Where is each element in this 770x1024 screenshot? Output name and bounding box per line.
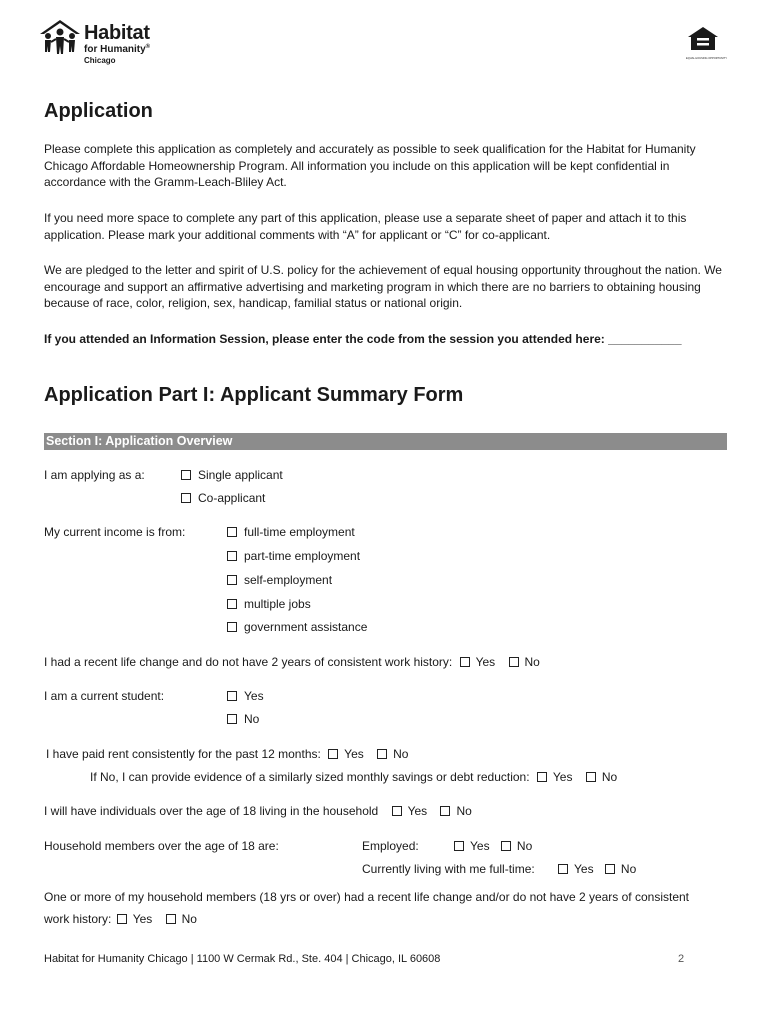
student-label: I am a current student:	[44, 689, 165, 703]
household-label: Household members over the age of 18 are:	[44, 839, 279, 853]
co-applicant-checkbox[interactable]: Co-applicant	[181, 491, 265, 505]
rent-evidence-yes-checkbox[interactable]	[537, 772, 547, 782]
footer-address: Habitat for Humanity Chicago | 1100 W Cermak Rd., Ste. 404 | Chicago, IL 60608	[44, 953, 441, 965]
rent-evidence-label: If No, I can provide evidence of a similarly sized monthly savings or debt reduction:	[90, 770, 530, 784]
members-change-no-checkbox[interactable]	[166, 914, 176, 924]
living-options: Yes No	[554, 862, 636, 876]
student-no-checkbox[interactable]: No	[227, 712, 259, 726]
employed-no-checkbox[interactable]	[501, 841, 511, 851]
self-employment-checkbox[interactable]: self-employment	[227, 573, 332, 587]
over-18-row: I will have individuals over the age of 18 living in the household Yes No	[44, 804, 472, 818]
multiple-jobs-checkbox[interactable]: multiple jobs	[227, 597, 311, 611]
government-assistance-checkbox[interactable]: government assistance	[227, 620, 367, 634]
part-time-employment-checkbox[interactable]: part-time employment	[227, 549, 360, 563]
rent-row: I have paid rent consistently for the past 12 months: Yes No	[46, 747, 409, 761]
members-change-row: work history: Yes No	[44, 912, 197, 926]
members-change-yes-checkbox[interactable]	[117, 914, 127, 924]
life-change-row: I had a recent life change and do not have 2 years of consistent work history: Yes No	[44, 655, 540, 669]
employed-options: Yes No	[450, 839, 532, 853]
intro-paragraph-3: We are pledged to the letter and spirit of U.S. policy for the achievement of equal housing opportunity throughout the nation. We encourage and support an affirmative advertising and marketing program in which there are no barriers to obtaining housing because of race, color, religion, sex, handicap, familial status or national origin.	[44, 263, 722, 310]
members-change-label-line1: One or more of my household members (18 yrs or over) had a recent life change and/or do not have 2 years of consistent	[44, 890, 690, 904]
over-18-no-checkbox[interactable]	[440, 806, 450, 816]
page-number: 2	[678, 953, 685, 965]
over-18-yes-checkbox[interactable]	[392, 806, 402, 816]
habitat-house-people-icon	[38, 18, 82, 58]
income-from-label: My current income is from:	[44, 525, 186, 539]
logo-main-text: Habitat	[84, 22, 150, 44]
session-code-prompt[interactable]: If you attended an Information Session, please enter the code from the session you attended here: ___________	[44, 332, 682, 346]
employed-yes-checkbox[interactable]	[454, 841, 464, 851]
full-time-employment-checkbox[interactable]: full-time employment	[227, 525, 355, 539]
logo-sub-text: for Humanity®	[84, 44, 151, 55]
habitat-logo	[38, 18, 158, 68]
applying-as-label: I am applying as a:	[44, 468, 145, 482]
life-change-label: I had a recent life change and do not have 2 years of consistent work history:	[44, 655, 453, 669]
life-change-yes-checkbox[interactable]	[460, 657, 470, 667]
employed-label: Employed:	[362, 839, 419, 853]
rent-label: I have paid rent consistently for the past 12 months:	[46, 747, 321, 761]
rent-evidence-row: If No, I can provide evidence of a similarly sized monthly savings or debt reduction: Yes No	[90, 770, 618, 784]
intro-paragraph-1: Please complete this application as completely and accurately as possible to seek qualification for the Habitat for Humanity Chicago Affordable Homeownership Program. All information you include on this application will be kept confidential in accordance with the Gramm-Leach-Bliley Act.	[44, 142, 696, 189]
section-1-header: Section I: Application Overview	[44, 433, 727, 450]
rent-evidence-no-checkbox[interactable]	[586, 772, 596, 782]
student-yes-checkbox[interactable]: Yes	[227, 689, 264, 703]
living-label: Currently living with me full-time:	[362, 862, 535, 876]
part-1-title: Application Part I: Applicant Summary Form	[44, 384, 464, 406]
equal-housing-caption: EQUAL HOUSING OPPORTUNITY	[686, 57, 727, 60]
rent-no-checkbox[interactable]	[377, 749, 387, 759]
over-18-label: I will have individuals over the age of 18 living in the household	[44, 804, 379, 818]
single-applicant-checkbox[interactable]: Single applicant	[181, 468, 283, 482]
living-yes-checkbox[interactable]	[558, 864, 568, 874]
equal-housing-icon	[686, 26, 720, 52]
logo-city-text: Chicago	[84, 56, 116, 65]
rent-yes-checkbox[interactable]	[328, 749, 338, 759]
life-change-no-checkbox[interactable]	[509, 657, 519, 667]
living-no-checkbox[interactable]	[605, 864, 615, 874]
page-title: Application	[44, 100, 153, 122]
members-change-label-line2: work history:	[44, 912, 112, 926]
intro-paragraph-2: If you need more space to complete any part of this application, please use a separate sheet of paper and attach it to this application. Please mark your additional comments with “A” for applicant or “C” for co-applicant.	[44, 211, 687, 242]
equal-housing-logo	[686, 26, 727, 60]
